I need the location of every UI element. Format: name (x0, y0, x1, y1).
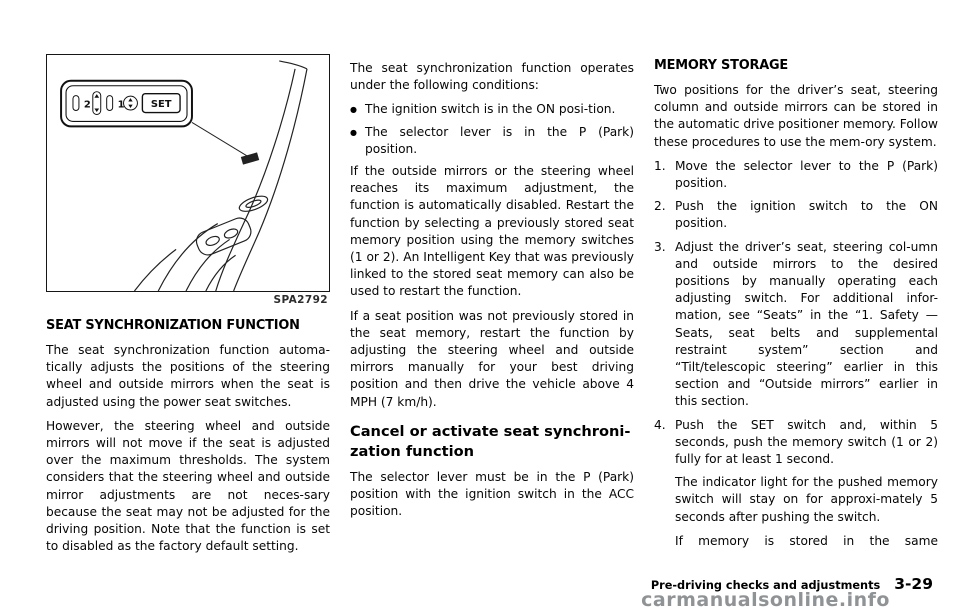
step-text: Push the ignition switch to the ON position. (675, 199, 938, 231)
paragraph: Two positions for the driver’s seat, steering column and outside mirrors can be stored in the automatic drive positioner memory. Follow these procedures to use the mem-ory system. (654, 83, 938, 149)
section-heading-memory-storage: MEMORY STORAGE (654, 58, 788, 73)
numbered-step (654, 417, 938, 469)
step-number: 3. (654, 239, 666, 254)
step-text: Push the SET switch and, within 5 seconds, push the memory switch (1 or 2) fully for at least 1 second. (675, 417, 938, 467)
door-handle (237, 193, 269, 214)
figure-caption: SPA2792 (273, 294, 328, 306)
subsection-heading-cancel-activate (350, 422, 634, 462)
memory-button-1-label: 1 (117, 99, 125, 111)
leader-line (192, 122, 248, 156)
right-column (654, 54, 938, 562)
bullet-item (350, 124, 634, 158)
paragraph: The selector lever must be in the P (Park) position with the ignition switch in the ACC position. (350, 469, 634, 519)
subheading-line: Cancel or activate seat synchroni- (350, 422, 631, 440)
paragraph: If memory is stored in the same (675, 533, 938, 548)
paragraph: If a seat position was not previously stored in the seat memory, restart the function by adjusting the steering wheel and outside mirrors manually for your best driving position and then drive the vehicle above 4 MPH (7 km/h). (350, 308, 634, 409)
paragraph: If the outside mirrors or the steering wheel reaches its maximum adjustment, the function is automatically disabled. Restart the function by selecting a previously stored seat memory position using the memory switches (1 or 2). An Intelligent Key that was previously linked to the stored seat memory can also be used to restart the function. (350, 164, 634, 299)
bullet-icon: ● (350, 105, 357, 115)
set-switch-label: SET (150, 99, 172, 111)
bullet-text: The selector lever is in the P (Park) position. (365, 124, 634, 156)
page-columns (46, 54, 938, 562)
step-number: 1. (654, 158, 666, 173)
door-illustration (47, 55, 329, 291)
page-number: 3-29 (894, 575, 933, 593)
memory-switch-inset (61, 81, 192, 127)
paragraph: However, the steering wheel and outside mirrors will not move if the seat is adjusted over the maximum thresholds. The system considers that the steering wheel and outside mirror adjustments are not neces-sary because the seat may not be adjusted for the driving position. Note that the function is set to disabled as the factory default setting. (46, 418, 330, 554)
subheading-line: zation function (350, 442, 474, 460)
bullet-item (350, 101, 634, 118)
paragraph: The seat synchronization function operates under the following conditions: (350, 61, 634, 93)
paragraph: The seat synchronization function automa-tically adjusts the positions of the steering wheel and outside mirrors when the seat is adjusted using the power seat switches. (46, 343, 330, 409)
paragraph: The indicator light for the pushed memory switch will stay on for approxi-mately 5 seconds after pushing the switch. (675, 475, 938, 524)
left-column (46, 54, 330, 562)
door-panel-figure (46, 54, 330, 292)
footer-section-label: Pre-driving checks and adjustments (650, 579, 881, 592)
bullet-icon: ● (350, 127, 357, 137)
watermark: carmanualsonline.info (641, 589, 890, 611)
step-number: 4. (654, 417, 666, 432)
middle-column (350, 54, 634, 562)
numbered-step (654, 158, 938, 192)
numbered-step (654, 239, 938, 411)
section-heading-seat-sync: SEAT SYNCHRONIZATION FUNCTION (46, 318, 300, 333)
step-text: Adjust the driver’s seat, steering col-umn and outside mirrors to the desired positions by manually operating each adjusting switch. For additional infor-mation, see “Seats” in the “1. Safety — Seats, seat belts and supplemental restraint system” section and “Tilt/telescopic steering” earlier in this section and “Outside mirrors” earlier in this section. (675, 239, 938, 409)
memory-button-2-label: 2 (83, 99, 91, 111)
step-number: 2. (654, 199, 666, 214)
numbered-step (654, 198, 938, 232)
bullet-text: The ignition switch is in the ON posi-tion. (365, 102, 616, 117)
step-text: Move the selector lever to the P (Park) position. (675, 158, 938, 191)
